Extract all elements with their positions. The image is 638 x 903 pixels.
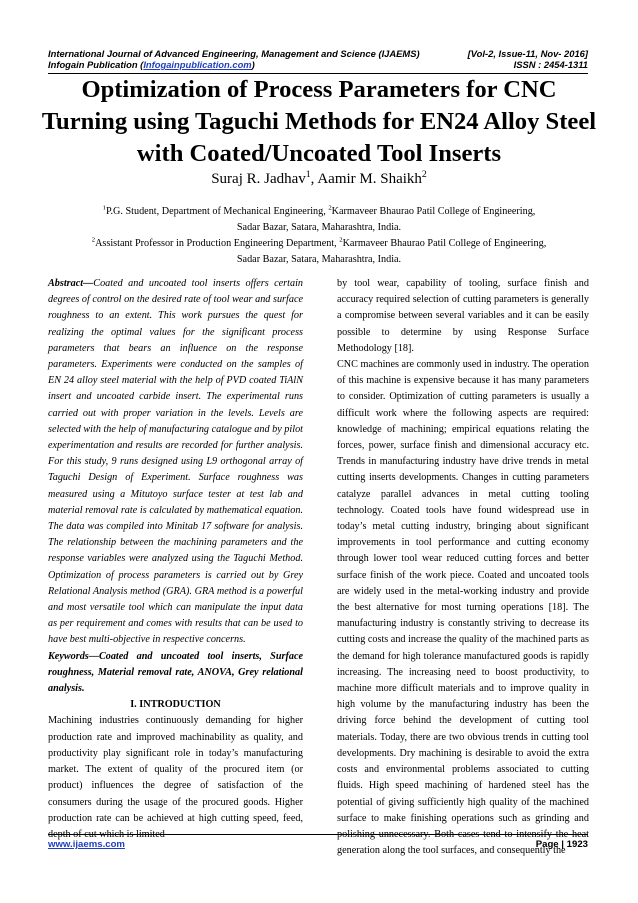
abstract-text: Coated and uncoated tool inserts offers certain degrees of control on the desired rate of tool wear and surface roughness to an extent. This work pursues the quest for realizing the optimal values for the significant process parameters that bears an influence on the response parameters. Experiments were conducted on the samples of EN 24 alloy steel material with the help of PVD coated TiAlN insert and uncoated carbide insert. The experimental runs carried out with proper variation in the levels. Levels are selected with the help of manufacturing catalogue and by pilot experimentation and results are recorded for further analysis. For this study, 9 runs designed using L9 orthogonal array of Taguchi Design of Experiment. Surface roughness was measured using a Mitutoyo surface tester at test lab and material removal rate is calculated by mathematical equation. The data was compiled into Minitab 17 software for analysis. The relationship between the machining parameters and the response variables were analyzed using the Taguchi Method. Optimization of process parameters is carried out by Grey Relational Analysis method (GRA). GRA method is a powerful and most versatile tool which can manipulate the input data as per requirement and comes with results that can be used to have best multi-objective in respective concerns. [48,278,303,646]
author-1: Suraj R. Jadhav [211,171,306,187]
authors: Suraj R. Jadhav$^1$, Aamir M. Shaikh$^2$ [211,169,427,187]
running-header [48,48,588,70]
footer-website-link[interactable]: www.ijaems.com [48,839,125,850]
affiliation-2: $^2$Assistant Professor in Production Engineering Department, $^2$Karmaveer Bhaurao Patil College of Engineering, Sadar Bazar, Satara, Maharashtra, India. [91,236,547,265]
right-paragraph-2: CNC machines are commonly used in industry. The operation of this machine is expensive because it has many parameters to consider. Optimization of cutting parameters is usually a difficult work where the following aspects are required: knowledge of machining; empirical equations relating the forces, power, surface finish and dimensional accuracy etc. Trends in manufacturing industry have drive trends in metal cutting inserts developments. Changes in cutting parameters catalyze parallel advances in metal cutting tooling technology. Coated tools have found widespread use in today’s metal cutting industry, bringing about significant improvements in tool performance and cutting economy through lower tool wear reduced cutting forces and better surface finish of the work piece. Coated and uncoated tools are widely used in the metal-working industry and provide the best alternative for most turning operations [18]. The manufacturing industry is constantly striving to decrease its cutting costs and increase the quality of the machined parts as the demand for high tolerance manufactured goods is rapidly increasing. The increasing need to boost productivity, to machine more difficult materials and to improve quality in high volume by the manufacturing industry has been the driving force behind the development of cutting tool materials. Today, there are two obvious trends in cutting tool developments. Dry machining is desirable to avoid the extra costs and environmental problems associated to cutting fluids. High speed machining of hardened steel has the potential of giving sufficiently high quality of the machined surface to make finishing operations such as grinding and polishing unnecessary. Both cases tend to intensify the heat generation along the tool surfaces, and consequently the [337,359,589,857]
affiliation-1: $^1$P.G. Student, Department of Mechanical Engineering, $^2$Karmaveer Bhaurao Patil College of Engineering, Sadar Bazar, Satara, Maharashtra, India. [102,204,536,233]
keywords-text: Coated and uncoated tool inserts, Surface roughness, Material removal rate, ANOVA, Grey relational analysis. [48,650,303,695]
footer-rule [48,834,588,835]
paper-title: Optimization of Process Parameters for CNC Turning using Taguchi Methods for EN24 Alloy Steel with Coated/Uncoated Tool Inserts [41,76,597,167]
right-column [337,276,589,859]
keywords [48,649,303,698]
keywords-label: Keywords— [48,650,99,662]
page-number: Page | 1923 [535,839,588,850]
left-column [48,276,303,843]
author-2: Aamir M. Shaikh [317,171,422,187]
volume-info: [Vol-2, Issue-11, Nov- 2016] [467,48,588,59]
right-paragraph-1: by tool wear, capability of tooling, surface finish and accuracy required selection of cutting parameters is generally a compromise between several variables and it can be easily possible to determine by using Response Surface Methodology [18]. [337,278,589,354]
abstract [48,276,303,649]
publisher-link[interactable]: Infogainpublication.com [143,59,252,70]
intro-paragraph: Machining industries continuously demanding for higher production rate and improved machinability as quality, and productivity play significant role in today’s manufacturing market. The extent of quality of the procured item (or product) influences the degree of satisfaction of the consumers during the usage of the procured goods. Higher production rate can be achieved at high cutting speed, feed, depth of cut which is limited [48,715,303,840]
journal-name: International Journal of Advanced Engineering, Management and Science (IJAEMS) [48,48,420,59]
abstract-label: Abstract— [48,278,94,289]
section-heading-introduction: I. INTRODUCTION [130,699,221,711]
publisher-info: Infogain Publication (Infogainpublication.com) [48,59,255,70]
issn: ISSN : 2454-1311 [513,59,588,70]
